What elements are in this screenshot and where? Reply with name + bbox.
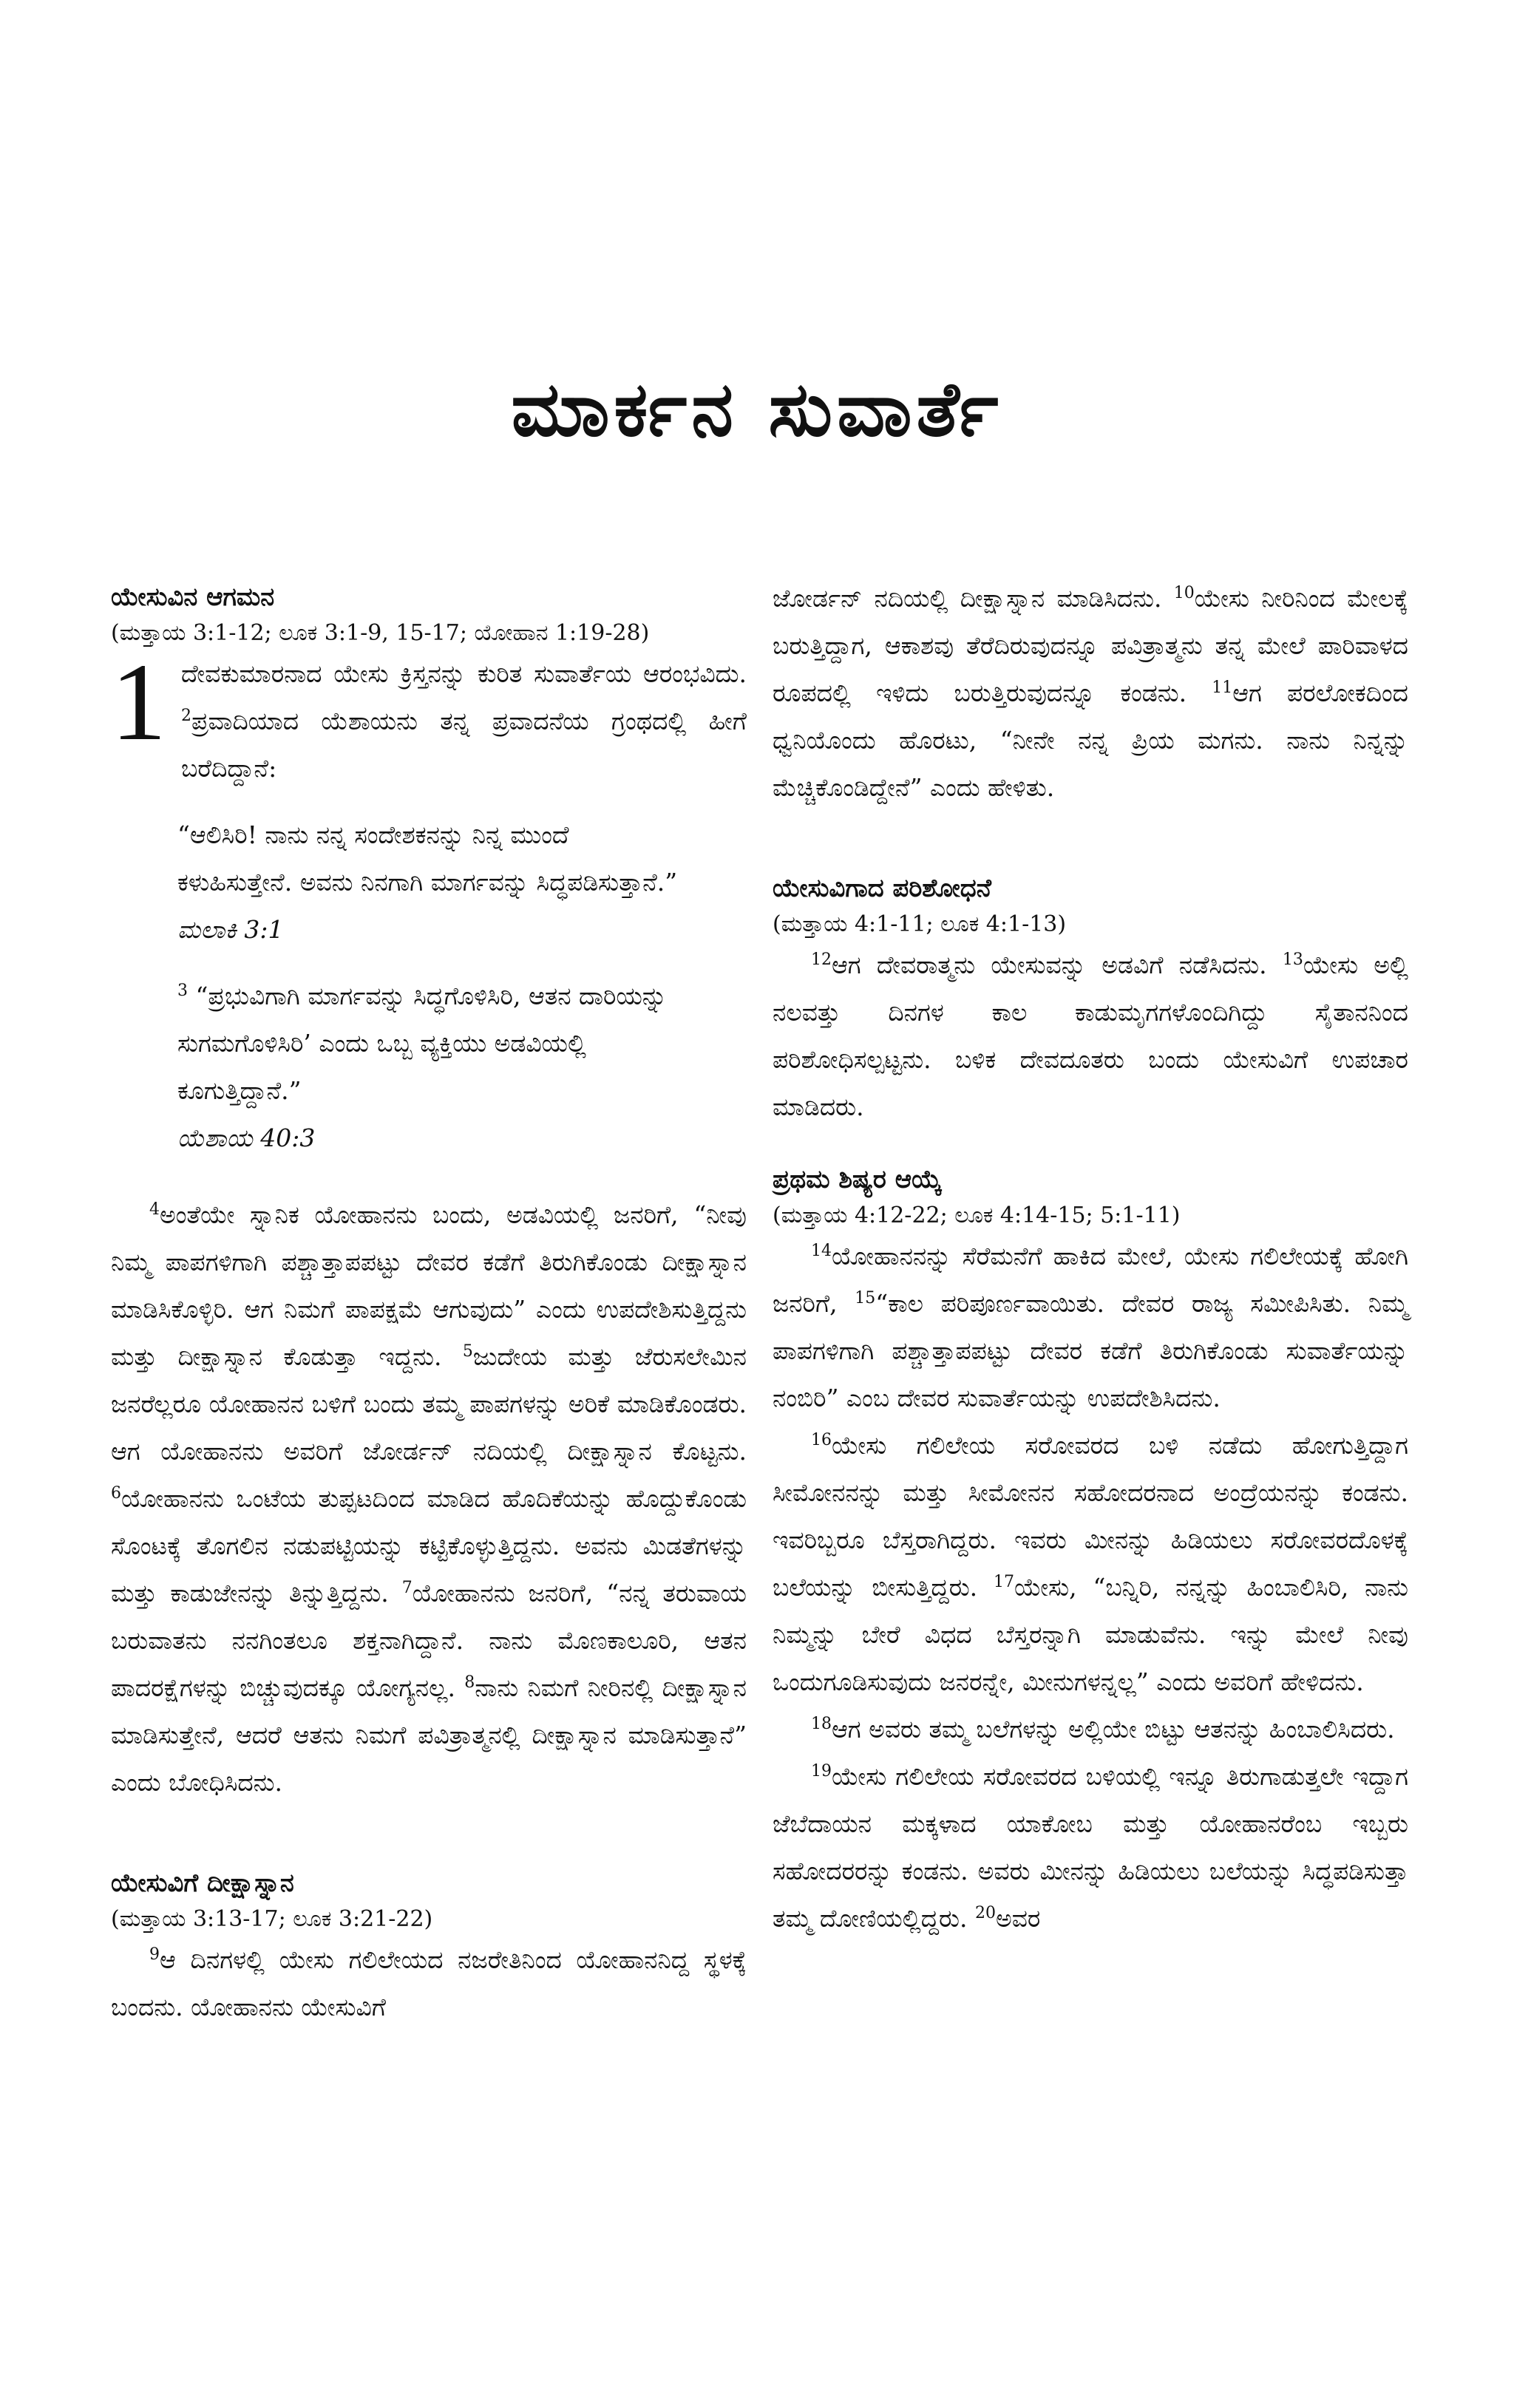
verse-text: ಅವರ (995, 1904, 1041, 1933)
verse-text: ಜುದೇಯ ಮತ್ತು ಜೆರುಸಲೇಮಿನ ಜನರೆಲ್ಲರೂ ಯೋಹಾನನ ಬಳಿಗೆ ಬಂದು ತಮ್ಮ ಪಾಪಗಳನ್ನು ಅರಿಕೆ ಮಾಡಿಕೊಂಡರು. ಆಗ ಯೋಹಾನನು ಅವರಿಗೆ ಜೋರ್ಡನ್ ನದಿಯಲ್ಲಿ ದೀಕ್ಷಾಸ್ನಾನ ಕೊಟ್ಟನು. (111, 1342, 747, 1466)
verse-paragraph (773, 1753, 1408, 1942)
verse-paragraph (111, 641, 747, 792)
cross-references: (ಮತ್ತಾಯ 4:12-22; ಲೂಕ 4:14-15; 5:1-11) (773, 1203, 1181, 1228)
scripture-quotation (177, 973, 688, 1162)
verse-text: ಅಂತೆಯೇ ಸ್ನಾನಿಕ ಯೋಹಾನನು ಬಂದು, ಅಡವಿಯಲ್ಲಿ ಜನರಿಗೆ, “ನೀವು ನಿಮ್ಮ ಪಾಪಗಳಿಗಾಗಿ ಪಶ್ಚಾತ್ತಾಪಪಟ್ಟು ದೇವರ ಕಡೆಗೆ ತಿರುಗಿಕೊಂಡು ದೀಕ್ಷಾಸ್ನಾನ ಮಾಡಿಸಿಕೊಳ್ಳಿರಿ. ಆಗ ನಿಮಗೆ ಪಾಪಕ್ಷಮೆ ಆಗುವುದು” ಎಂದು ಉಪದೇಶಿಸುತ್ತಿದ್ದನು ಮತ್ತು ದೀಕ್ಷಾಸ್ನಾನ ಕೊಡುತ್ತಾ ಇದ್ದನು. (111, 1200, 747, 1371)
verse-paragraph (773, 575, 1408, 812)
verse-number: 2 (181, 707, 191, 725)
verse-paragraph (773, 1422, 1408, 1706)
verse-number: 4 (149, 1200, 160, 1219)
verse-number: 19 (811, 1762, 832, 1781)
verse-paragraph (773, 1233, 1408, 1422)
verse-text: ಆಗ ಅವರು ತಮ್ಮ ಬಲೆಗಳನ್ನು ಅಲ್ಲಿಯೇ ಬಿಟ್ಟು ಆತನನ್ನು ಹಿಂಬಾಲಿಸಿದರು. (832, 1715, 1395, 1744)
section-heading: ಯೇಸುವಿನ ಆಗಮನ (111, 582, 275, 612)
section-heading: ಪ್ರಥಮ ಶಿಷ್ಯರ ಆಯ್ಕೆ (773, 1165, 943, 1194)
verse-paragraph (773, 942, 1408, 1131)
book-title: ಮಾರ್ಕನ ಸುವಾರ್ತೆ (511, 366, 1003, 454)
verse-text: ನಾನು ನಿಮಗೆ ನೀರಿನಲ್ಲಿ ದೀಕ್ಷಾಸ್ನಾನ ಮಾಡಿಸುತ್ತೇನೆ, ಆದರೆ ಆತನು ನಿಮಗೆ ಪವಿತ್ರಾತ್ಮನಲ್ಲಿ ದೀಕ್ಷಾಸ್ನಾನ ಮಾಡಿಸುತ್ತಾನೆ” ಎಂದು ಬೋಧಿಸಿದನು. (111, 1673, 747, 1797)
verse-text: ಯೇಸು ಗಲಿಲೇಯ ಸರೋವರದ ಬಳಿ ನಡೆದು ಹೋಗುತ್ತಿದ್ದಾಗ ಸೀಮೋನನನ್ನು ಮತ್ತು ಸೀಮೋನನ ಸಹೋದರನಾದ ಅಂದ್ರೆಯನನ್ನು ಕಂಡನು. ಇವರಿಬ್ಬರೂ ಬೆಸ್ತರಾಗಿದ್ದರು. ಇವರು ಮೀನನ್ನು ಹಿಡಿಯಲು ಸರೋವರದೊಳಕ್ಕೆ ಬಲೆಯನ್ನು ಬೀಸುತ್ತಿದ್ದರು. (773, 1431, 1408, 1602)
section-heading: ಯೇಸುವಿಗಾದ ಪರಿಶೋಧನೆ (773, 874, 992, 903)
quotation-paragraph (177, 973, 688, 1115)
verse-paragraph (111, 1191, 747, 1806)
verse-text: ಯೋಹಾನನು ಜನರಿಗೆ, “ನನ್ನ ತರುವಾಯ ಬರುವಾತನು ನನಗಿಂತಲೂ ಶಕ್ತನಾಗಿದ್ದಾನೆ. ನಾನು ಮೊಣಕಾಲೂರಿ, ಆತನ ಪಾದರಕ್ಷೆಗಳನ್ನು ಬಿಚ್ಚುವುದಕ್ಕೂ ಯೋಗ್ಯನಲ್ಲ. (111, 1579, 747, 1702)
verse-number: 11 (1212, 678, 1233, 697)
verse-number: 20 (974, 1904, 996, 1922)
verse-number: 12 (811, 950, 832, 969)
verse-number: 14 (811, 1242, 832, 1260)
verse-text: ಆ ದಿನಗಳಲ್ಲಿ ಯೇಸು ಗಲಿಲೇಯದ ನಜರೇತಿನಿಂದ ಯೋಹಾನನಿದ್ದ ಸ್ಥಳಕ್ಕೆ ಬಂದನು. ಯೋಹಾನನು ಯೇಸುವಿಗೆ (111, 1945, 747, 2021)
verse-number: 3 (177, 982, 188, 1000)
verse-text: ಯೇಸು ಅಲ್ಲಿ ನಲವತ್ತು ದಿನಗಳ ಕಾಲ ಕಾಡುಮೃಗಗಳೊಂದಿಗಿದ್ದು ಸೈತಾನನಿಂದ ಪರಿಶೋಧಿಸಲ್ಪಟ್ಟನು. ಬಳಿಕ ದೇವದೂತರು ಬಂದು ಯೇಸುವಿಗೆ ಉಪಚಾರ ಮಾಡಿದರು. (773, 950, 1408, 1121)
verse-text: ಆಗ ದೇವರಾತ್ಮನು ಯೇಸುವನ್ನು ಅಡವಿಗೆ ನಡೆಸಿದನು. (832, 950, 1267, 979)
verse-text: ಯೇಸು ನೀರಿನಿಂದ ಮೇಲಕ್ಕೆ ಬರುತ್ತಿದ್ದಾಗ, ಆಕಾಶವು ತೆರೆದಿರುವುದನ್ನೂ ಪವಿತ್ರಾತ್ಮನು ತನ್ನ ಮೇಲೆ ಪಾರಿವಾಳದ ರೂಪದಲ್ಲಿ ಇಳಿದು ಬರುತ್ತಿರುವುದನ್ನೂ ಕಂಡನು. (773, 584, 1408, 707)
verse-number: 8 (464, 1673, 475, 1692)
verse-text: ಯೇಸು ಗಲಿಲೇಯ ಸರೋವರದ ಬಳಿಯಲ್ಲಿ ಇನ್ನೂ ತಿರುಗಾಡುತ್ತಲೇ ಇದ್ದಾಗ ಜೆಬೆದಾಯನ ಮಕ್ಕಳಾದ ಯಾಕೋಬ ಮತ್ತು ಯೋಹಾನರೆಂಬ ಇಬ್ಬರು ಸಹೋದರರನ್ನು ಕಂಡನು. ಅವರು ಮೀನನ್ನು ಹಿಡಿಯಲು ಬಲೆಯನ್ನು ಸಿದ್ಧಪಡಿಸುತ್ತಾ ತಮ್ಮ ದೋಣಿಯಲ್ಲಿದ್ದರು. (773, 1762, 1408, 1933)
verse-text: ಪ್ರವಾದಿಯಾದ ಯೆಶಾಯನು ತನ್ನ ಪ್ರವಾದನೆಯ ಗ್ರಂಥದಲ್ಲಿ ಹೀಗೆ ಬರೆದಿದ್ದಾನೆ: (181, 707, 747, 783)
verse-paragraph (111, 1936, 747, 2031)
verse-number: 16 (811, 1431, 832, 1449)
left-column (111, 578, 747, 2031)
quotation-text: “ಆಲಿಸಿರಿ! ನಾನು ನನ್ನ ಸಂದೇಶಕನನ್ನು ನಿನ್ನ ಮುಂದೆ ಕಳುಹಿಸುತ್ತೇನೆ. ಅವನು ನಿನಗಾಗಿ ಮಾರ್ಗವನ್ನು ಸಿದ್ಧಪಡಿಸುತ್ತಾನೆ.” (177, 820, 678, 897)
verse-text: ದೇವಕುಮಾರನಾದ ಯೇಸು ಕ್ರಿಸ್ತನನ್ನು ಕುರಿತ ಸುವಾರ್ತೆಯ ಆರಂಭವಿದು. (181, 659, 747, 688)
chapter-number: 1 (111, 641, 166, 763)
verse-number: 17 (993, 1573, 1014, 1591)
verse-number: 15 (855, 1289, 876, 1307)
verse-text: ಯೇಸು, “ಬನ್ನಿರಿ, ನನ್ನನ್ನು ಹಿಂಬಾಲಿಸಿರಿ, ನಾನು ನಿಮ್ಮನ್ನು ಬೇರೆ ವಿಧದ ಬೆಸ್ತರನ್ನಾಗಿ ಮಾಡುವೆನು. ಇನ್ನು ಮೇಲೆ ನೀವು ಒಂದುಗೂಡಿಸುವುದು ಜನರನ್ನೇ, ಮೀನುಗಳನ್ನಲ್ಲ” ಎಂದು ಅವರಿಗೆ ಹೇಳಿದನು. (773, 1573, 1408, 1696)
cross-references: (ಮತ್ತಾಯ 3:13-17; ಲೂಕ 3:21-22) (111, 1906, 433, 1932)
quotation-source: ಯೆಶಾಯ 40:3 (177, 1123, 316, 1152)
verse-text: “ಕಾಲ ಪರಿಪೂರ್ಣವಾಯಿತು. ದೇವರ ರಾಜ್ಯ ಸಮೀಪಿಸಿತು. ನಿಮ್ಮ ಪಾಪಗಳಿಗಾಗಿ ಪಶ್ಚಾತ್ತಾಪಪಟ್ಟು ದೇವರ ಕಡೆಗೆ ತಿರುಗಿಕೊಂಡು ಸುವಾರ್ತೆಯನ್ನು ನಂಬಿರಿ” ಎಂಬ ದೇವರ ಸುವಾರ್ತೆಯನ್ನು ಉಪದೇಶಿಸಿದನು. (773, 1289, 1408, 1412)
verse-number: 7 (401, 1579, 413, 1597)
verse-number: 13 (1282, 950, 1303, 969)
verse-text: ಆಗ ಪರಲೋಕದಿಂದ ಧ್ವನಿಯೊಂದು ಹೊರಟು, “ನೀನೇ ನನ್ನ ಪ್ರಿಯ ಮಗನು. ನಾನು ನಿನ್ನನ್ನು ಮೆಚ್ಚಿಕೊಂಡಿದ್ದೇನೆ” ಎಂದು ಹೇಳಿತು. (773, 678, 1408, 802)
verse-text: ಜೋರ್ಡನ್ ನದಿಯಲ್ಲಿ ದೀಕ್ಷಾಸ್ನಾನ ಮಾಡಿಸಿದನು. (773, 584, 1162, 613)
cross-references: (ಮತ್ತಾಯ 4:1-11; ಲೂಕ 4:1-13) (773, 911, 1067, 937)
quotation-text: “ಪ್ರಭುವಿಗಾಗಿ ಮಾರ್ಗವನ್ನು ಸಿದ್ಧಗೊಳಿಸಿರಿ, ಆತನ ದಾರಿಯನ್ನು ಸುಗಮಗೊಳಿಸಿರಿ’ ಎಂದು ಒಬ್ಬ ವ್ಯಕ್ತಿಯು ಅಡವಿಯಲ್ಲಿ ಕೂಗುತ್ತಿದ್ದಾನೆ.” (177, 982, 668, 1105)
scripture-quotation (177, 812, 688, 953)
verse-text: ಯೋಹಾನನನ್ನು ಸೆರೆಮನೆಗೆ ಹಾಕಿದ ಮೇಲೆ, ಯೇಸು ಗಲಿಲೇಯಕ್ಕೆ ಹೋಗಿ ಜನರಿಗೆ, (773, 1242, 1408, 1318)
verse-paragraph (773, 1706, 1408, 1753)
verse-number: 18 (811, 1715, 832, 1733)
verse-number: 5 (462, 1342, 473, 1361)
verse-number: 6 (111, 1484, 121, 1503)
right-column (773, 575, 1408, 1942)
verse-number: 10 (1173, 584, 1195, 602)
cross-references: (ಮತ್ತಾಯ 3:1-12; ಲೂಕ 3:1-9, 15-17; ಯೋಹಾನ 1:19-28) (111, 620, 650, 646)
verse-number: 9 (149, 1945, 160, 1964)
section-heading: ಯೇಸುವಿಗೆ ದೀಕ್ಷಾಸ್ನಾನ (111, 1868, 294, 1898)
verse-text: ಯೋಹಾನನು ಒಂಟೆಯ ತುಪ್ಪಟದಿಂದ ಮಾಡಿದ ಹೊದಿಕೆಯನ್ನು ಹೊದ್ದುಕೊಂಡು ಸೊಂಟಕ್ಕೆ ತೊಗಲಿನ ನಡುಪಟ್ಟಿಯನ್ನು ಕಟ್ಟಿಕೊಳ್ಳುತ್ತಿದ್ದನು. ಅವನು ಮಿಡತೆಗಳನ್ನು ಮತ್ತು ಕಾಡುಜೇನನ್ನು ತಿನ್ನುತ್ತಿದ್ದನು. (111, 1484, 747, 1608)
quotation-source: ಮಲಾಕಿ 3:1 (177, 915, 284, 944)
